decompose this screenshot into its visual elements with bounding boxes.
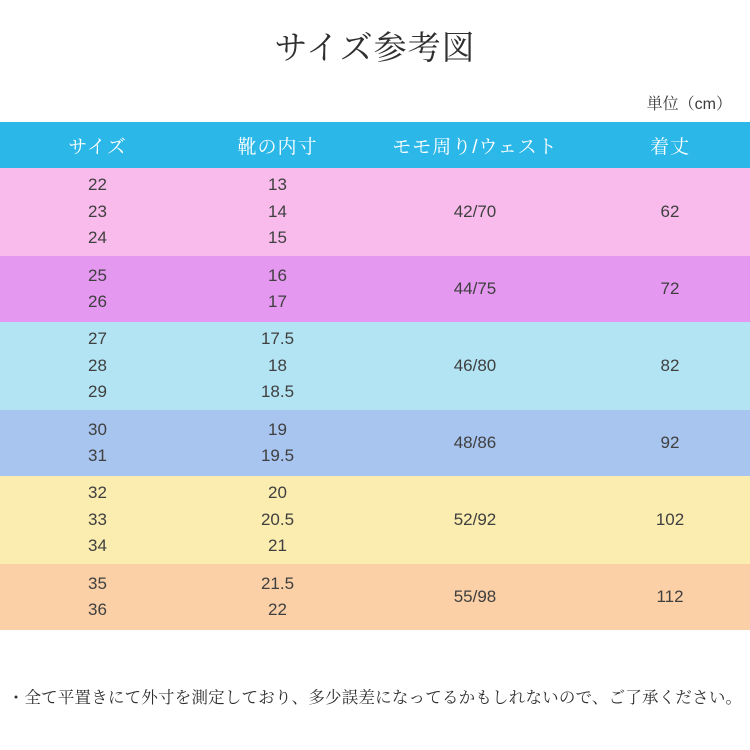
measurement-note: ・全て平置きにて外寸を測定しており、多少誤差になってるかもしれないので、ご了承ください。 xyxy=(7,689,743,707)
cell-inner-lengths xyxy=(195,564,360,630)
table-row xyxy=(0,256,750,322)
column-header-inner-length: 靴の内寸 xyxy=(195,122,360,168)
cell-sizes xyxy=(0,256,195,322)
cell-sizes xyxy=(0,168,195,256)
table-row xyxy=(0,168,750,256)
inner-value: 15 xyxy=(268,228,287,248)
inner-value: 22 xyxy=(268,600,287,619)
size-value: 36 xyxy=(88,600,107,619)
inner-value: 14 xyxy=(268,201,287,221)
inner-value: 18.5 xyxy=(260,382,295,402)
cell-sizes xyxy=(0,564,195,630)
size-value: 33 xyxy=(88,509,107,529)
cell-thigh-waist: 55/98 xyxy=(360,564,590,630)
cell-thigh-waist: 44/75 xyxy=(360,256,590,322)
inner-value: 19 xyxy=(268,419,287,439)
inner-value: 21 xyxy=(268,536,287,556)
size-value: 27 xyxy=(88,329,107,349)
table-header xyxy=(0,122,750,168)
cell-inner-lengths xyxy=(195,168,360,256)
cell-garment-length: 102 xyxy=(590,476,750,564)
table-row xyxy=(0,564,750,630)
cell-inner-lengths xyxy=(195,410,360,476)
table-row xyxy=(0,476,750,564)
column-header-size: サイズ xyxy=(0,122,195,168)
inner-value: 21.5 xyxy=(260,573,295,593)
cell-thigh-waist: 48/86 xyxy=(360,410,590,476)
cell-sizes xyxy=(0,410,195,476)
cell-sizes xyxy=(0,322,195,410)
table-row xyxy=(0,410,750,476)
size-value: 32 xyxy=(88,483,107,503)
size-value: 30 xyxy=(88,419,107,439)
column-header-garment-length: 着丈 xyxy=(590,122,750,168)
cell-thigh-waist: 46/80 xyxy=(360,322,590,410)
size-value: 29 xyxy=(88,382,107,402)
table-body xyxy=(0,168,750,630)
inner-value: 16 xyxy=(268,265,287,285)
size-value: 35 xyxy=(88,573,107,593)
cell-garment-length: 82 xyxy=(590,322,750,410)
size-value: 22 xyxy=(88,175,107,195)
inner-value: 20.5 xyxy=(260,509,295,529)
inner-value: 17 xyxy=(268,292,287,311)
size-value: 24 xyxy=(88,228,107,248)
cell-inner-lengths xyxy=(195,256,360,322)
size-value: 23 xyxy=(88,201,107,221)
cell-inner-lengths xyxy=(195,322,360,410)
page-title: サイズ参考図 xyxy=(274,29,476,66)
inner-value: 18 xyxy=(268,355,287,375)
cell-thigh-waist: 52/92 xyxy=(360,476,590,564)
table-row xyxy=(0,322,750,410)
inner-value: 19.5 xyxy=(260,446,295,465)
unit-label: 単位（cm） xyxy=(646,96,732,113)
cell-garment-length: 92 xyxy=(590,410,750,476)
size-table xyxy=(0,122,750,630)
cell-sizes xyxy=(0,476,195,564)
size-value: 26 xyxy=(88,292,107,311)
cell-thigh-waist: 42/70 xyxy=(360,168,590,256)
column-header-thigh-waist: モモ周り/ウェスト xyxy=(360,122,590,168)
inner-value: 17.5 xyxy=(260,329,295,349)
size-value: 31 xyxy=(88,446,107,465)
size-value: 28 xyxy=(88,355,107,375)
cell-garment-length: 72 xyxy=(590,256,750,322)
inner-value: 20 xyxy=(268,483,287,503)
size-value: 25 xyxy=(88,265,107,285)
inner-value: 13 xyxy=(268,175,287,195)
table-header-row xyxy=(0,122,750,168)
cell-garment-length: 112 xyxy=(590,564,750,630)
size-value: 34 xyxy=(88,536,107,556)
cell-garment-length: 62 xyxy=(590,168,750,256)
cell-inner-lengths xyxy=(195,476,360,564)
